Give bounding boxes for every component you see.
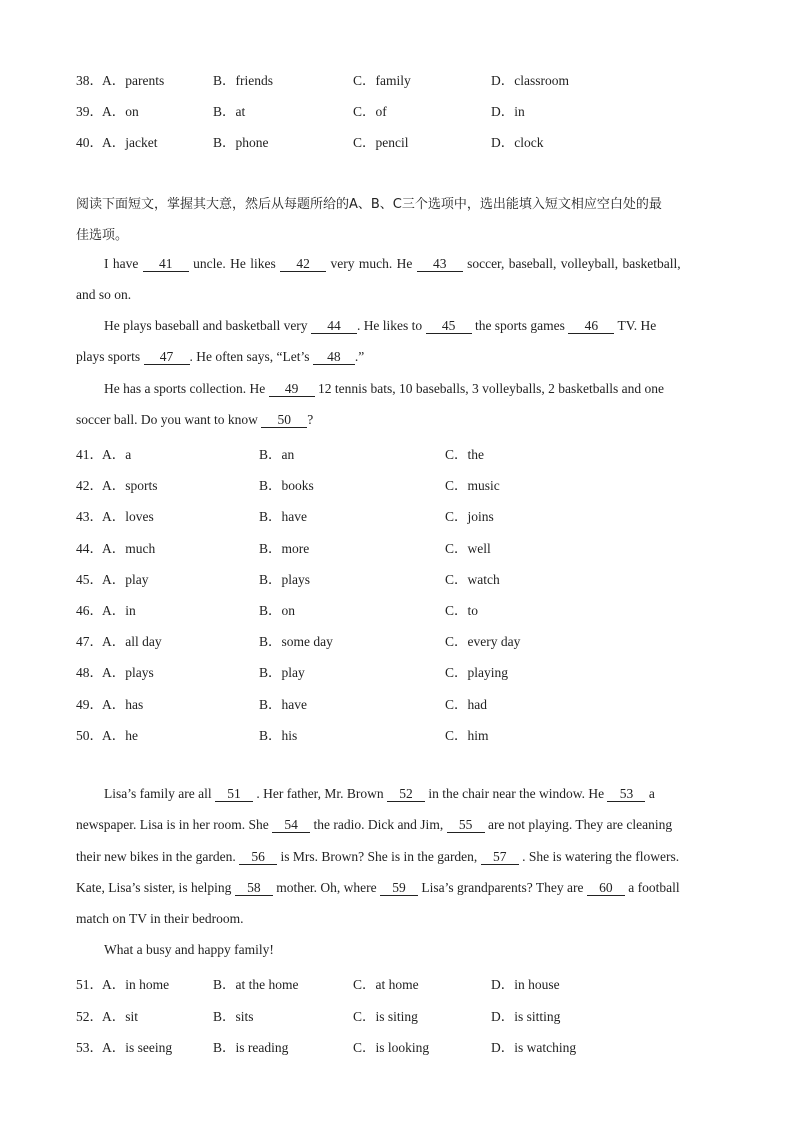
blank-45: 45 — [426, 319, 472, 334]
option-b: B．have — [259, 697, 307, 712]
question-number: 47． — [76, 634, 103, 649]
option-a: A．a — [102, 447, 132, 462]
option-a: A．has — [102, 697, 144, 712]
option-b: B．is reading — [213, 1040, 289, 1055]
option-b: B．some day — [259, 634, 333, 649]
blank-53: 53 — [607, 787, 645, 802]
option-c: C．to — [445, 603, 479, 618]
blank-43: 43 — [417, 257, 463, 272]
option-b: B．an — [259, 447, 295, 462]
option-c: C．music — [445, 478, 500, 493]
option-c: C．watch — [445, 572, 500, 587]
option-c: C．every day — [445, 634, 521, 649]
option-c: C．joins — [445, 509, 494, 524]
option-b: B．sits — [213, 1009, 254, 1024]
option-a: A．sit — [102, 1009, 139, 1024]
option-a: A．all day — [102, 634, 162, 649]
question-number: 49． — [76, 697, 103, 712]
blank-56: 56 — [239, 850, 277, 865]
passage1-line-5: He has a sports collection. He 49 12 tennis bats, 10 baseballs, 3 volleyballs, 2 basketballs and one — [104, 381, 665, 396]
question-number: 42． — [76, 478, 103, 493]
passage1-line-3: He plays baseball and basketball very 44 . He likes to 45 the sports games 46 TV. He — [104, 318, 657, 333]
option-a: A．much — [102, 541, 156, 556]
option-b: B．on — [259, 603, 296, 618]
question-number: 46． — [76, 603, 103, 618]
option-a: A．in home — [102, 977, 170, 992]
option-c: C．had — [445, 697, 487, 712]
blank-44: 44 — [311, 319, 357, 334]
question-number: 38． — [76, 73, 103, 88]
blank-59: 59 — [380, 881, 418, 896]
blank-48: 48 — [313, 350, 355, 365]
blank-54: 54 — [272, 818, 310, 833]
question-number: 48． — [76, 665, 103, 680]
option-c: C．at home — [353, 977, 419, 992]
option-a: A．is seeing — [102, 1040, 173, 1055]
blank-52: 52 — [387, 787, 425, 802]
option-a: A．in — [102, 603, 136, 618]
option-c: C．family — [353, 73, 411, 88]
option-d: D．is watching — [491, 1040, 577, 1055]
option-a: A．on — [102, 104, 139, 119]
option-b: B．books — [259, 478, 314, 493]
option-a: A．plays — [102, 665, 154, 680]
question-number: 52． — [76, 1009, 103, 1024]
option-b: B．his — [259, 728, 298, 743]
option-a: A．jacket — [102, 135, 158, 150]
question-number: 43． — [76, 509, 103, 524]
option-d: D．in — [491, 104, 525, 119]
option-c: C．of — [353, 104, 387, 119]
passage2-line-2: newspaper. Lisa is in her room. She 54 the radio. Dick and Jim, 55 are not playing. They are cleaning — [76, 817, 673, 832]
question-number: 40． — [76, 135, 103, 150]
option-a: A．loves — [102, 509, 154, 524]
option-b: B．at the home — [213, 977, 299, 992]
option-d: D．is sitting — [491, 1009, 561, 1024]
question-number: 41． — [76, 447, 103, 462]
blank-42: 42 — [280, 257, 326, 272]
question-number: 50． — [76, 728, 103, 743]
option-c: C．him — [445, 728, 489, 743]
blank-47: 47 — [144, 350, 190, 365]
option-b: B．phone — [213, 135, 269, 150]
option-a: A．sports — [102, 478, 158, 493]
passage2-line-3: their new bikes in the garden. 56 is Mrs. Brown? She is in the garden, 57 . She is watering the flowers. — [76, 849, 680, 864]
blank-41: 41 — [143, 257, 189, 272]
passage2-line-6: What a busy and happy family! — [104, 942, 274, 957]
option-b: B．play — [259, 665, 305, 680]
question-number: 44． — [76, 541, 103, 556]
passage1-line-4: plays sports 47 . He often says, “Let’s 48 .” — [76, 349, 365, 364]
option-d: D．clock — [491, 135, 544, 150]
option-c: C．well — [445, 541, 491, 556]
blank-60: 60 — [587, 881, 625, 896]
passage2-line-4: Kate, Lisa’s sister, is helping 58 mother. Oh, where 59 Lisa’s grandparents? They are 60 a football — [76, 880, 680, 895]
option-d: D．classroom — [491, 73, 569, 88]
passage2-line-1: Lisa’s family are all 51 . Her father, Mr. Brown 52 in the chair near the window. He 53 a — [104, 786, 655, 801]
option-c: C．playing — [445, 665, 508, 680]
question-number: 45． — [76, 572, 103, 587]
question-number: 39． — [76, 104, 103, 119]
blank-50: 50 — [261, 413, 307, 428]
passage1-line-2: and so on. — [76, 287, 132, 302]
option-b: B．have — [259, 509, 307, 524]
option-b: B．plays — [259, 572, 311, 587]
passage2-line-5: match on TV in their bedroom. — [76, 911, 244, 926]
passage1-line-6: soccer ball. Do you want to know 50 ? — [76, 412, 314, 427]
blank-55: 55 — [447, 818, 485, 833]
blank-46: 46 — [568, 319, 614, 334]
option-a: A．play — [102, 572, 149, 587]
option-b: B．more — [259, 541, 310, 556]
blank-49: 49 — [269, 382, 315, 397]
option-c: C．pencil — [353, 135, 409, 150]
option-b: B．at — [213, 104, 246, 119]
blank-57: 57 — [481, 850, 519, 865]
option-b: B．friends — [213, 73, 273, 88]
passage1-line-1: I have 41 uncle. He likes 42 very much. He 43 soccer, baseball, volleyball, basketball, — [104, 256, 681, 271]
option-a: A．parents — [102, 73, 165, 88]
instruction-line-1: 阅读下面短文，掌握其大意，然后从每题所给的A、B、C三个选项中，选出能填入短文相应空白处的最 — [76, 197, 662, 212]
blank-58: 58 — [235, 881, 273, 896]
question-number: 51． — [76, 977, 103, 992]
option-d: D．in house — [491, 977, 560, 992]
option-c: C．is siting — [353, 1009, 418, 1024]
option-c: C．the — [445, 447, 484, 462]
blank-51: 51 — [215, 787, 253, 802]
option-a: A．he — [102, 728, 138, 743]
question-number: 53． — [76, 1040, 103, 1055]
option-c: C．is looking — [353, 1040, 430, 1055]
instruction-line-2: 佳选项。 — [76, 228, 129, 243]
